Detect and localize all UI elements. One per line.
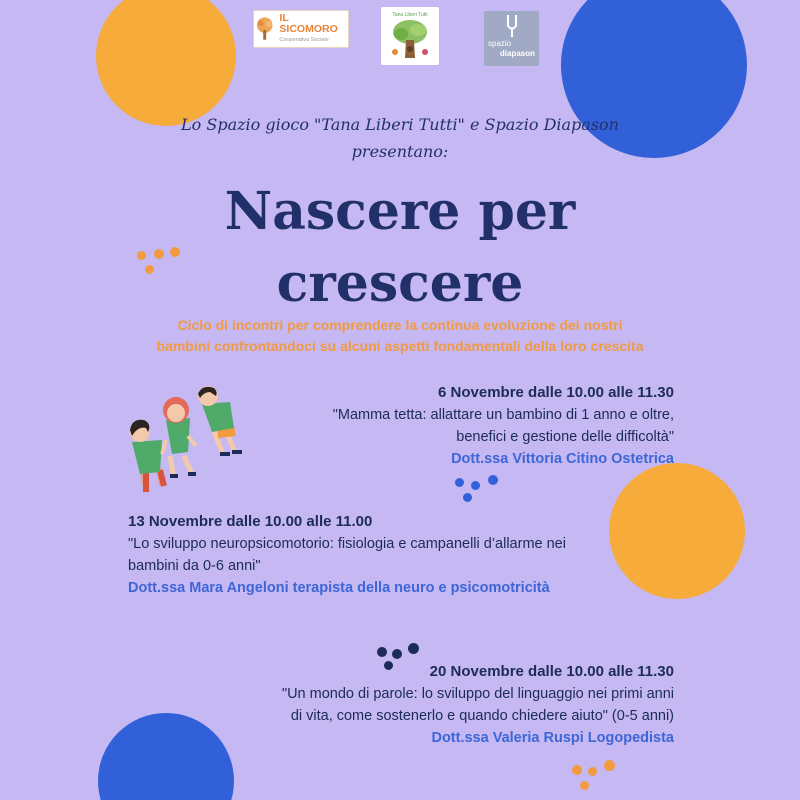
diapason-line2: diapason: [499, 49, 535, 58]
event-speaker: Dott.ssa Vittoria Citino Ostetrica: [451, 451, 674, 467]
event-1: [300, 382, 674, 470]
event-description-line1: "Lo sviluppo neuropsicomotorio: fisiologia e campanelli d’allarme nei: [128, 536, 566, 552]
event-2: [128, 511, 608, 599]
child-right: [198, 386, 242, 456]
spazio-diapason-logo: [484, 11, 539, 66]
event-speaker: Dott.ssa Valeria Ruspi Logopedista: [431, 730, 674, 746]
event-date: 20 Novembre dalle 10.00 alle 11.30: [429, 663, 674, 680]
diapason-line1: spazio: [488, 39, 512, 48]
tana-logo-text: Tana Liberi Tutti: [392, 12, 428, 18]
tuning-fork-icon: [505, 15, 519, 37]
tagline-line1: Ciclo di incontri per comprendere la continua evoluzione dei nostri: [177, 317, 623, 333]
tree-icon: [254, 16, 275, 42]
orange-circle-right: [609, 463, 745, 599]
sicomoro-subtitle: Cooperativa Sociale: [279, 36, 329, 43]
event-speaker: Dott.ssa Mara Angeloni terapista della neuro e psicomotricità: [128, 580, 550, 596]
event-description-line2: bambini da 0-6 anni": [128, 558, 261, 574]
page-title-line2: crescere: [276, 253, 524, 314]
presentano-line: presentano:: [351, 142, 449, 161]
presenters-line: Lo Spazio gioco "Tana Liberi Tutti" e Spazio Diapason: [181, 115, 619, 134]
event-description-line1: "Un mondo di parole: lo sviluppo del linguaggio nei primi anni: [281, 686, 674, 702]
event-date: 13 Novembre dalle 10.00 alle 11.00: [128, 513, 373, 530]
event-description-line1: "Mamma tetta: allattare un bambino di 1 anno e oltre,: [332, 407, 674, 423]
event-description-line2: di vita, come sostenerlo e quando chiedere aiuto" (0-5 anni): [290, 708, 674, 724]
orange-circle-top-left: [96, 0, 236, 126]
page-title-line1: Nascere per: [224, 181, 576, 242]
children-illustration: [118, 382, 248, 500]
sicomoro-name: IL SICOMORO: [279, 11, 338, 35]
child-left: [130, 420, 164, 492]
event-description-line2: benefici e gestione delle difficoltà": [456, 429, 674, 445]
tagline-line2: bambini confrontandoci su alcuni aspetti fondamentali della loro crescita: [156, 338, 644, 354]
event-date: 6 Novembre dalle 10.00 alle 11.30: [438, 384, 674, 401]
tree-icon: [387, 18, 433, 60]
sicomoro-logo: [253, 10, 349, 48]
tana-liberi-tutti-logo: [381, 7, 439, 65]
child-middle: [162, 397, 196, 478]
event-3: [200, 661, 674, 749]
